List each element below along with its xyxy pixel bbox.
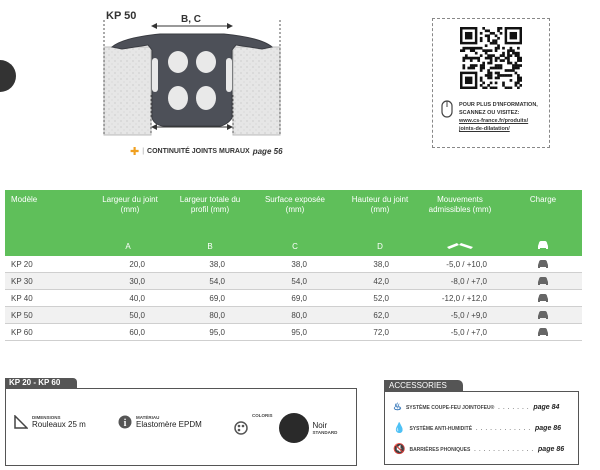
accessory-label: SYSTÈME COUPE-FEU JOINTOFEU® [405, 404, 495, 411]
symbol-c: C [292, 242, 298, 251]
cell-b: 54,0 [209, 277, 225, 286]
svg-text:i: i [123, 418, 127, 429]
table-row [5, 324, 582, 341]
header-modele: Modèle [11, 195, 38, 204]
cell-b: 38,0 [209, 260, 225, 269]
palette-icon [234, 421, 248, 435]
cell-model: KP 20 [11, 260, 33, 269]
cell-model: KP 60 [11, 328, 33, 337]
symbol-d: D [377, 242, 383, 251]
droplet-icon: 💧 [393, 423, 406, 434]
cell-c: 54,0 [291, 277, 307, 286]
color-value: Noir [312, 421, 328, 430]
cell-mov: -5,0 / +10,0 [446, 260, 487, 269]
cell-a: 20,0 [129, 260, 145, 269]
symbol-a: A [125, 242, 131, 251]
qr-info [459, 101, 538, 133]
vehicle-icon [537, 327, 549, 337]
qr-box [432, 18, 550, 148]
joint-profile-svg [0, 0, 430, 145]
cell-mov: -5,0 / +7,0 [450, 328, 487, 337]
dimensions-label: DIMENSIONS [32, 415, 61, 420]
concrete-right [233, 47, 280, 135]
puzzle-icon: ✚ [130, 146, 140, 158]
cell-model: KP 40 [11, 294, 33, 303]
cell-b: 95,0 [209, 328, 225, 337]
qr-code-icon[interactable] [460, 27, 522, 89]
table-row [5, 290, 582, 307]
accessory-page: page 86 [535, 425, 562, 432]
header-largeur: Largeur du joint (mm) [102, 195, 158, 214]
vehicle-icon [537, 310, 549, 320]
ruler-icon [14, 415, 28, 429]
dimensions-value: Rouleaux 25 m [32, 420, 86, 429]
accessory-dots: . . . . . . . . . . . . [476, 425, 531, 432]
cell-a: 30,0 [129, 277, 145, 286]
accessory-item[interactable] [393, 444, 564, 455]
qr-line2: SCANNEZ OU VISITEZ: [459, 110, 520, 116]
cell-d: 42,0 [373, 277, 389, 286]
flame-icon: ♨ [393, 402, 402, 413]
cell-model: KP 30 [11, 277, 33, 286]
continuity-page: page 56 [252, 147, 283, 156]
accessory-label: SYSTÈME ANTI-HUMIDITÉ [409, 425, 473, 432]
qr-line1: POUR PLUS D'INFORMATION, [459, 102, 538, 108]
accessory-item[interactable] [393, 402, 559, 413]
accessory-page: page 84 [533, 404, 560, 411]
cell-d: 62,0 [373, 311, 389, 320]
cell-a: 40,0 [129, 294, 145, 303]
accessories-box [384, 391, 579, 465]
color-sub: STANDARD [312, 430, 338, 435]
drawing-title: KP 50 [106, 10, 137, 22]
cell-c: 80,0 [291, 311, 307, 320]
continuity-text: CONTINUITÉ JOINTS MURAUX [147, 148, 250, 155]
table-header [5, 190, 582, 256]
header-largeur-totale: Largeur totale du profil (mm) [179, 195, 241, 214]
color-swatch [279, 413, 309, 443]
cell-model: KP 50 [11, 311, 33, 320]
symbol-b: B [207, 242, 213, 251]
cell-b: 80,0 [209, 311, 225, 320]
cell-c: 69,0 [291, 294, 307, 303]
header-surface: Surface exposée (mm) [264, 195, 326, 214]
info-icon [118, 415, 132, 429]
accessory-item[interactable] [393, 423, 561, 434]
table-row [5, 273, 582, 290]
material-label: MATÉRIAU [136, 415, 160, 420]
vehicle-icon [537, 276, 549, 286]
material-item [118, 415, 202, 429]
movement-icon [445, 240, 475, 250]
vehicle-icon [537, 240, 549, 250]
cell-a: 60,0 [129, 328, 145, 337]
material-value: Elastomère EPDM [136, 420, 202, 429]
cell-mov: -8,0 / +7,0 [450, 277, 487, 286]
colors-label: COLORIS [252, 413, 273, 418]
vehicle-icon [537, 259, 549, 269]
qr-url2[interactable]: joints-de-dilatation/ [459, 126, 510, 132]
accessory-page: page 86 [538, 446, 565, 453]
spec-tab: KP 20 - KP 60 [5, 378, 77, 388]
dim-bc-label: B, C [181, 14, 201, 25]
accessory-dots: . . . . . . . [498, 404, 530, 411]
header-hauteur: Hauteur du joint (mm) [351, 195, 409, 214]
cell-c: 38,0 [291, 260, 307, 269]
speaker-mute-icon: 🔇 [393, 444, 406, 455]
cell-a: 50,0 [129, 311, 145, 320]
cell-d: 38,0 [373, 260, 389, 269]
colors-item [234, 413, 337, 443]
spec-table [5, 190, 582, 341]
continuity-note: ✚ | CONTINUITÉ JOINTS MURAUX page 56 [130, 146, 283, 158]
cell-mov: -12,0 / +12,0 [441, 294, 487, 303]
concrete-left [104, 47, 151, 135]
cell-b: 69,0 [209, 294, 225, 303]
mouse-icon [439, 99, 455, 121]
spec-box [5, 388, 357, 466]
qr-url1[interactable]: www.cs-france.fr/produits/ [459, 118, 529, 124]
cell-d: 72,0 [373, 328, 389, 337]
cell-d: 52,0 [373, 294, 389, 303]
table-row [5, 256, 582, 273]
cell-c: 95,0 [291, 328, 307, 337]
accessory-label: BARRIÈRES PHONIQUES [409, 446, 471, 453]
cell-mov: -5,0 / +9,0 [450, 311, 487, 320]
header-mouvements: Mouvements admissibles (mm) [428, 195, 492, 214]
accessories-tab: ACCESSORIES [384, 380, 463, 391]
header-charge: Charge [529, 195, 557, 204]
dimensions-item [14, 415, 86, 429]
accessory-dots: . . . . . . . . . . . . . [474, 446, 535, 453]
edge-mark-icon [0, 60, 16, 92]
table-row [5, 307, 582, 324]
vehicle-icon [537, 293, 549, 303]
